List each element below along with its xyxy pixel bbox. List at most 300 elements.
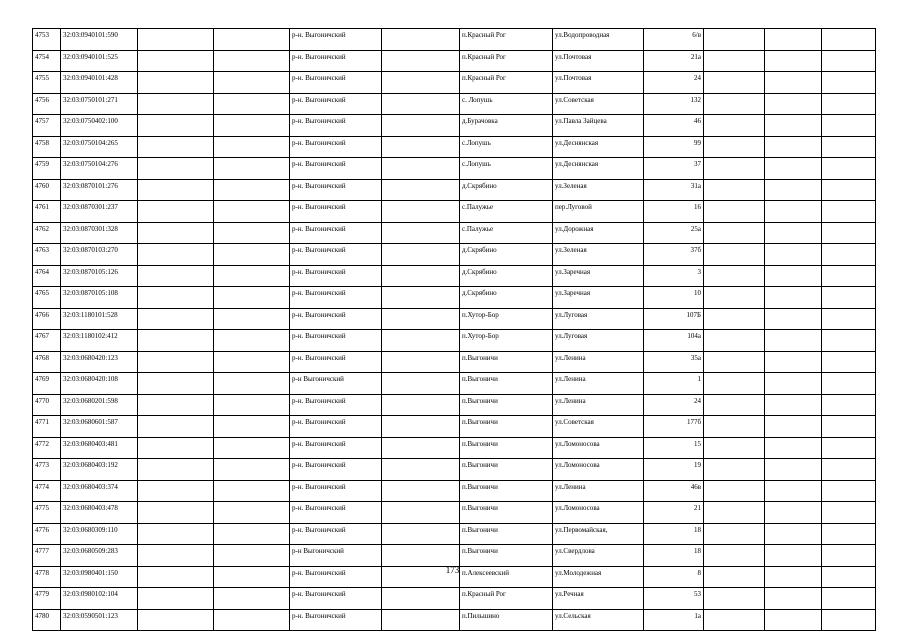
table-row xyxy=(33,416,876,438)
empty-cell xyxy=(138,115,214,137)
house-number: 10 xyxy=(644,287,704,309)
table-row xyxy=(33,437,876,459)
street-cell: ул.Водопроводная xyxy=(553,29,644,51)
locality-cell: п.Красный Рог xyxy=(460,29,553,51)
table-row xyxy=(33,287,876,309)
empty-cell xyxy=(765,179,822,201)
row-number: 4778 xyxy=(33,566,61,588)
cadastral-number: 32:03:0590501:123 xyxy=(61,609,138,631)
house-number: 1 xyxy=(644,373,704,395)
empty-cell xyxy=(765,287,822,309)
empty-cell xyxy=(382,158,460,180)
empty-cell xyxy=(382,588,460,610)
empty-cell xyxy=(822,437,876,459)
empty-cell xyxy=(822,136,876,158)
street-cell: ул.Почтовая xyxy=(553,72,644,94)
table-row xyxy=(33,394,876,416)
house-number: 3 xyxy=(644,265,704,287)
empty-cell xyxy=(704,308,765,330)
house-number: 18 xyxy=(644,523,704,545)
cadastral-number: 32:03:0680403:478 xyxy=(61,502,138,524)
locality-cell: п.Выгоничи xyxy=(460,373,553,395)
empty-cell xyxy=(138,588,214,610)
row-number: 4764 xyxy=(33,265,61,287)
empty-cell xyxy=(214,93,290,115)
empty-cell xyxy=(138,158,214,180)
row-number: 4776 xyxy=(33,523,61,545)
street-cell: ул.Павла Зайцева xyxy=(553,115,644,137)
empty-cell xyxy=(822,502,876,524)
empty-cell xyxy=(822,480,876,502)
empty-cell xyxy=(138,179,214,201)
empty-cell xyxy=(704,502,765,524)
empty-cell xyxy=(214,394,290,416)
table-row xyxy=(33,50,876,72)
empty-cell xyxy=(704,480,765,502)
street-cell: ул.Ленина xyxy=(553,394,644,416)
empty-cell xyxy=(138,437,214,459)
table-row xyxy=(33,265,876,287)
empty-cell xyxy=(214,179,290,201)
empty-cell xyxy=(382,330,460,352)
house-number: 6/в xyxy=(644,29,704,51)
house-number: 19 xyxy=(644,459,704,481)
empty-cell xyxy=(138,72,214,94)
empty-cell xyxy=(765,351,822,373)
row-number: 4763 xyxy=(33,244,61,266)
district-cell: р-н. Выгоничский xyxy=(290,416,382,438)
empty-cell xyxy=(138,502,214,524)
cadastral-number: 32:03:0870301:237 xyxy=(61,201,138,223)
row-number: 4762 xyxy=(33,222,61,244)
empty-cell xyxy=(765,201,822,223)
cadastral-number: 32:03:0680201:598 xyxy=(61,394,138,416)
house-number: 132 xyxy=(644,93,704,115)
empty-cell xyxy=(138,93,214,115)
empty-cell xyxy=(138,287,214,309)
row-number: 4780 xyxy=(33,609,61,631)
registry-rows xyxy=(33,29,876,631)
locality-cell: п.Алексеевский xyxy=(460,566,553,588)
empty-cell xyxy=(214,29,290,51)
district-cell: р-н. Выгоничский xyxy=(290,115,382,137)
registry-table xyxy=(32,28,876,631)
cadastral-number: 32:03:0750104:276 xyxy=(61,158,138,180)
empty-cell xyxy=(704,244,765,266)
row-number: 4756 xyxy=(33,93,61,115)
locality-cell: с.Палужье xyxy=(460,201,553,223)
street-cell: ул.Ломоносова xyxy=(553,502,644,524)
street-cell: ул.Луговая xyxy=(553,308,644,330)
table-row xyxy=(33,136,876,158)
empty-cell xyxy=(704,136,765,158)
empty-cell xyxy=(382,523,460,545)
row-number: 4755 xyxy=(33,72,61,94)
house-number: 15 xyxy=(644,437,704,459)
empty-cell xyxy=(822,416,876,438)
district-cell: р-н. Выгоничский xyxy=(290,308,382,330)
empty-cell xyxy=(765,480,822,502)
empty-cell xyxy=(704,394,765,416)
empty-cell xyxy=(765,394,822,416)
street-cell: ул.Речная xyxy=(553,588,644,610)
table-row xyxy=(33,179,876,201)
empty-cell xyxy=(214,609,290,631)
empty-cell xyxy=(138,50,214,72)
row-number: 4753 xyxy=(33,29,61,51)
locality-cell: с.Лопушь xyxy=(460,158,553,180)
table-row xyxy=(33,222,876,244)
empty-cell xyxy=(822,93,876,115)
empty-cell xyxy=(704,373,765,395)
empty-cell xyxy=(138,222,214,244)
row-number: 4767 xyxy=(33,330,61,352)
empty-cell xyxy=(382,244,460,266)
cadastral-number: 32:03:0870103:270 xyxy=(61,244,138,266)
page-number: 173 xyxy=(445,565,460,575)
locality-cell: п.Выгоничи xyxy=(460,480,553,502)
empty-cell xyxy=(765,416,822,438)
empty-cell xyxy=(214,459,290,481)
street-cell: ул.Зеленая xyxy=(553,179,644,201)
cadastral-number: 32:03:0870105:126 xyxy=(61,265,138,287)
row-number: 4770 xyxy=(33,394,61,416)
district-cell: р-н. Выгоничский xyxy=(290,265,382,287)
empty-cell xyxy=(382,545,460,567)
house-number: 24 xyxy=(644,394,704,416)
table-row xyxy=(33,459,876,481)
street-cell: ул.Ленина xyxy=(553,373,644,395)
empty-cell xyxy=(765,609,822,631)
empty-cell xyxy=(765,588,822,610)
empty-cell xyxy=(382,351,460,373)
street-cell: ул.Почтовая xyxy=(553,50,644,72)
empty-cell xyxy=(822,201,876,223)
empty-cell xyxy=(822,308,876,330)
house-number: 31а xyxy=(644,179,704,201)
empty-cell xyxy=(138,308,214,330)
district-cell: р-н. Выгоничский xyxy=(290,330,382,352)
house-number: 21 xyxy=(644,502,704,524)
empty-cell xyxy=(765,136,822,158)
empty-cell xyxy=(138,373,214,395)
table-row xyxy=(33,609,876,631)
empty-cell xyxy=(765,373,822,395)
street-cell: ул.Ломоносова xyxy=(553,437,644,459)
empty-cell xyxy=(822,287,876,309)
empty-cell xyxy=(765,50,822,72)
cadastral-number: 32:03:0680403:481 xyxy=(61,437,138,459)
empty-cell xyxy=(214,158,290,180)
registry-sheet xyxy=(32,28,876,631)
locality-cell: п.Красный Рог xyxy=(460,72,553,94)
row-number: 4769 xyxy=(33,373,61,395)
house-number: 37б xyxy=(644,244,704,266)
house-number: 18 xyxy=(644,545,704,567)
empty-cell xyxy=(214,416,290,438)
empty-cell xyxy=(765,29,822,51)
street-cell: ул.Первомайская, xyxy=(553,523,644,545)
district-cell: р-н. Выгоничский xyxy=(290,287,382,309)
locality-cell: п.Выгоничи xyxy=(460,351,553,373)
locality-cell: п.Выгоничи xyxy=(460,502,553,524)
locality-cell: п.Хутор-Бор xyxy=(460,308,553,330)
house-number: 46 xyxy=(644,115,704,137)
street-cell: ул.Молодежная xyxy=(553,566,644,588)
locality-cell: с. Лопушь xyxy=(460,93,553,115)
locality-cell: д.Скрябино xyxy=(460,287,553,309)
empty-cell xyxy=(214,72,290,94)
cadastral-number: 32:03:1180101:528 xyxy=(61,308,138,330)
empty-cell xyxy=(382,93,460,115)
district-cell: р-н. Выгоничский xyxy=(290,502,382,524)
district-cell: р-н. Выгоничский xyxy=(290,29,382,51)
street-cell: пер.Луговой xyxy=(553,201,644,223)
empty-cell xyxy=(704,609,765,631)
empty-cell xyxy=(704,201,765,223)
locality-cell: п.Пильшино xyxy=(460,609,553,631)
empty-cell xyxy=(822,523,876,545)
row-number: 4760 xyxy=(33,179,61,201)
row-number: 4777 xyxy=(33,545,61,567)
empty-cell xyxy=(138,265,214,287)
cadastral-number: 32:03:0870101:276 xyxy=(61,179,138,201)
street-cell: ул.Свердлова xyxy=(553,545,644,567)
street-cell: ул.Заречная xyxy=(553,265,644,287)
cadastral-number: 32:03:0680601:587 xyxy=(61,416,138,438)
empty-cell xyxy=(765,437,822,459)
locality-cell: д.Бурачовка xyxy=(460,115,553,137)
empty-cell xyxy=(382,394,460,416)
empty-cell xyxy=(138,136,214,158)
house-number: 107Б xyxy=(644,308,704,330)
empty-cell xyxy=(214,330,290,352)
empty-cell xyxy=(382,373,460,395)
empty-cell xyxy=(138,416,214,438)
row-number: 4775 xyxy=(33,502,61,524)
table-row xyxy=(33,72,876,94)
house-number: 1а xyxy=(644,609,704,631)
row-number: 4768 xyxy=(33,351,61,373)
empty-cell xyxy=(822,459,876,481)
empty-cell xyxy=(765,72,822,94)
locality-cell: с.Палужье xyxy=(460,222,553,244)
table-row xyxy=(33,330,876,352)
locality-cell: д.Скрябино xyxy=(460,244,553,266)
house-number: 99 xyxy=(644,136,704,158)
locality-cell: с.Лопушь xyxy=(460,136,553,158)
empty-cell xyxy=(214,373,290,395)
row-number: 4771 xyxy=(33,416,61,438)
empty-cell xyxy=(214,115,290,137)
district-cell: р-н. Выгоничский xyxy=(290,136,382,158)
empty-cell xyxy=(704,588,765,610)
empty-cell xyxy=(765,244,822,266)
empty-cell xyxy=(765,523,822,545)
empty-cell xyxy=(822,72,876,94)
empty-cell xyxy=(822,265,876,287)
empty-cell xyxy=(382,609,460,631)
empty-cell xyxy=(704,437,765,459)
cadastral-number: 32:03:0940101:525 xyxy=(61,50,138,72)
district-cell: р-н. Выгоничский xyxy=(290,244,382,266)
house-number: 8 xyxy=(644,566,704,588)
row-number: 4772 xyxy=(33,437,61,459)
table-row xyxy=(33,480,876,502)
empty-cell xyxy=(214,244,290,266)
street-cell: ул.Ленина xyxy=(553,351,644,373)
empty-cell xyxy=(822,588,876,610)
district-cell: р-н. Выгоничский xyxy=(290,523,382,545)
locality-cell: п.Хутор-Бор xyxy=(460,330,553,352)
cadastral-number: 32:03:1180102:412 xyxy=(61,330,138,352)
empty-cell xyxy=(704,523,765,545)
cadastral-number: 32:03:0940101:590 xyxy=(61,29,138,51)
empty-cell xyxy=(765,222,822,244)
house-number: 177б xyxy=(644,416,704,438)
locality-cell: п.Выгоничи xyxy=(460,416,553,438)
empty-cell xyxy=(765,265,822,287)
empty-cell xyxy=(382,136,460,158)
locality-cell: п.Выгоничи xyxy=(460,459,553,481)
empty-cell xyxy=(704,93,765,115)
empty-cell xyxy=(765,158,822,180)
locality-cell: п.Красный Рог xyxy=(460,588,553,610)
empty-cell xyxy=(704,29,765,51)
empty-cell xyxy=(704,351,765,373)
empty-cell xyxy=(138,459,214,481)
house-number: 37 xyxy=(644,158,704,180)
house-number: 16 xyxy=(644,201,704,223)
district-cell: р-н Выгоничский xyxy=(290,545,382,567)
table-row xyxy=(33,523,876,545)
cadastral-number: 32:03:0870105:108 xyxy=(61,287,138,309)
house-number: 35а xyxy=(644,351,704,373)
empty-cell xyxy=(704,50,765,72)
district-cell: р-н. Выгоничский xyxy=(290,93,382,115)
empty-cell xyxy=(822,373,876,395)
row-number: 4773 xyxy=(33,459,61,481)
empty-cell xyxy=(138,244,214,266)
empty-cell xyxy=(214,287,290,309)
empty-cell xyxy=(704,158,765,180)
empty-cell xyxy=(214,437,290,459)
empty-cell xyxy=(214,480,290,502)
cadastral-number: 32:03:0680420:108 xyxy=(61,373,138,395)
house-number: 104а xyxy=(644,330,704,352)
street-cell: ул.Луговая xyxy=(553,330,644,352)
empty-cell xyxy=(822,115,876,137)
cadastral-number: 32:03:0980401:150 xyxy=(61,566,138,588)
street-cell: ул.Деснянская xyxy=(553,136,644,158)
empty-cell xyxy=(822,609,876,631)
empty-cell xyxy=(214,222,290,244)
locality-cell: п.Выгоничи xyxy=(460,545,553,567)
house-number: 53 xyxy=(644,588,704,610)
cadastral-number: 32:03:0680403:192 xyxy=(61,459,138,481)
street-cell: ул.Советская xyxy=(553,416,644,438)
empty-cell xyxy=(382,222,460,244)
locality-cell: п.Выгоничи xyxy=(460,437,553,459)
house-number: 21а xyxy=(644,50,704,72)
empty-cell xyxy=(822,29,876,51)
empty-cell xyxy=(704,330,765,352)
street-cell: ул.Сельская xyxy=(553,609,644,631)
empty-cell xyxy=(704,222,765,244)
empty-cell xyxy=(382,287,460,309)
empty-cell xyxy=(704,545,765,567)
table-row xyxy=(33,308,876,330)
empty-cell xyxy=(138,523,214,545)
empty-cell xyxy=(704,72,765,94)
empty-cell xyxy=(214,201,290,223)
table-row xyxy=(33,351,876,373)
district-cell: р-н. Выгоничский xyxy=(290,158,382,180)
district-cell: р-н Выгоничский xyxy=(290,373,382,395)
empty-cell xyxy=(382,416,460,438)
cadastral-number: 32:03:0750104:265 xyxy=(61,136,138,158)
district-cell: р-н. Выгоничский xyxy=(290,588,382,610)
empty-cell xyxy=(765,115,822,137)
empty-cell xyxy=(138,545,214,567)
empty-cell xyxy=(138,351,214,373)
empty-cell xyxy=(382,201,460,223)
row-number: 4766 xyxy=(33,308,61,330)
cadastral-number: 32:03:0680420:123 xyxy=(61,351,138,373)
table-row xyxy=(33,115,876,137)
district-cell: р-н. Выгоничский xyxy=(290,394,382,416)
empty-cell xyxy=(822,351,876,373)
row-number: 4774 xyxy=(33,480,61,502)
row-number: 4759 xyxy=(33,158,61,180)
house-number: 25а xyxy=(644,222,704,244)
district-cell: р-н. Выгоничский xyxy=(290,222,382,244)
empty-cell xyxy=(822,158,876,180)
empty-cell xyxy=(214,502,290,524)
table-row xyxy=(33,545,876,567)
empty-cell xyxy=(382,437,460,459)
locality-cell: п.Красный Рог xyxy=(460,50,553,72)
empty-cell xyxy=(822,330,876,352)
empty-cell xyxy=(765,308,822,330)
district-cell: р-н. Выгоничский xyxy=(290,201,382,223)
table-row xyxy=(33,93,876,115)
table-row xyxy=(33,502,876,524)
empty-cell xyxy=(214,351,290,373)
empty-cell xyxy=(138,394,214,416)
locality-cell: п.Выгоничи xyxy=(460,394,553,416)
empty-cell xyxy=(138,29,214,51)
street-cell: ул.Заречная xyxy=(553,287,644,309)
street-cell: ул.Ломоносова xyxy=(553,459,644,481)
empty-cell xyxy=(822,545,876,567)
street-cell: ул.Деснянская xyxy=(553,158,644,180)
house-number: 46в xyxy=(644,480,704,502)
table-row xyxy=(33,201,876,223)
empty-cell xyxy=(138,330,214,352)
empty-cell xyxy=(138,201,214,223)
empty-cell xyxy=(382,459,460,481)
table-row xyxy=(33,29,876,51)
district-cell: р-н. Выгоничский xyxy=(290,480,382,502)
cadastral-number: 32:03:0750402:100 xyxy=(61,115,138,137)
empty-cell xyxy=(382,72,460,94)
house-number: 24 xyxy=(644,72,704,94)
cadastral-number: 32:03:0680509:283 xyxy=(61,545,138,567)
district-cell: р-н. Выгоничский xyxy=(290,437,382,459)
empty-cell xyxy=(382,502,460,524)
empty-cell xyxy=(704,287,765,309)
